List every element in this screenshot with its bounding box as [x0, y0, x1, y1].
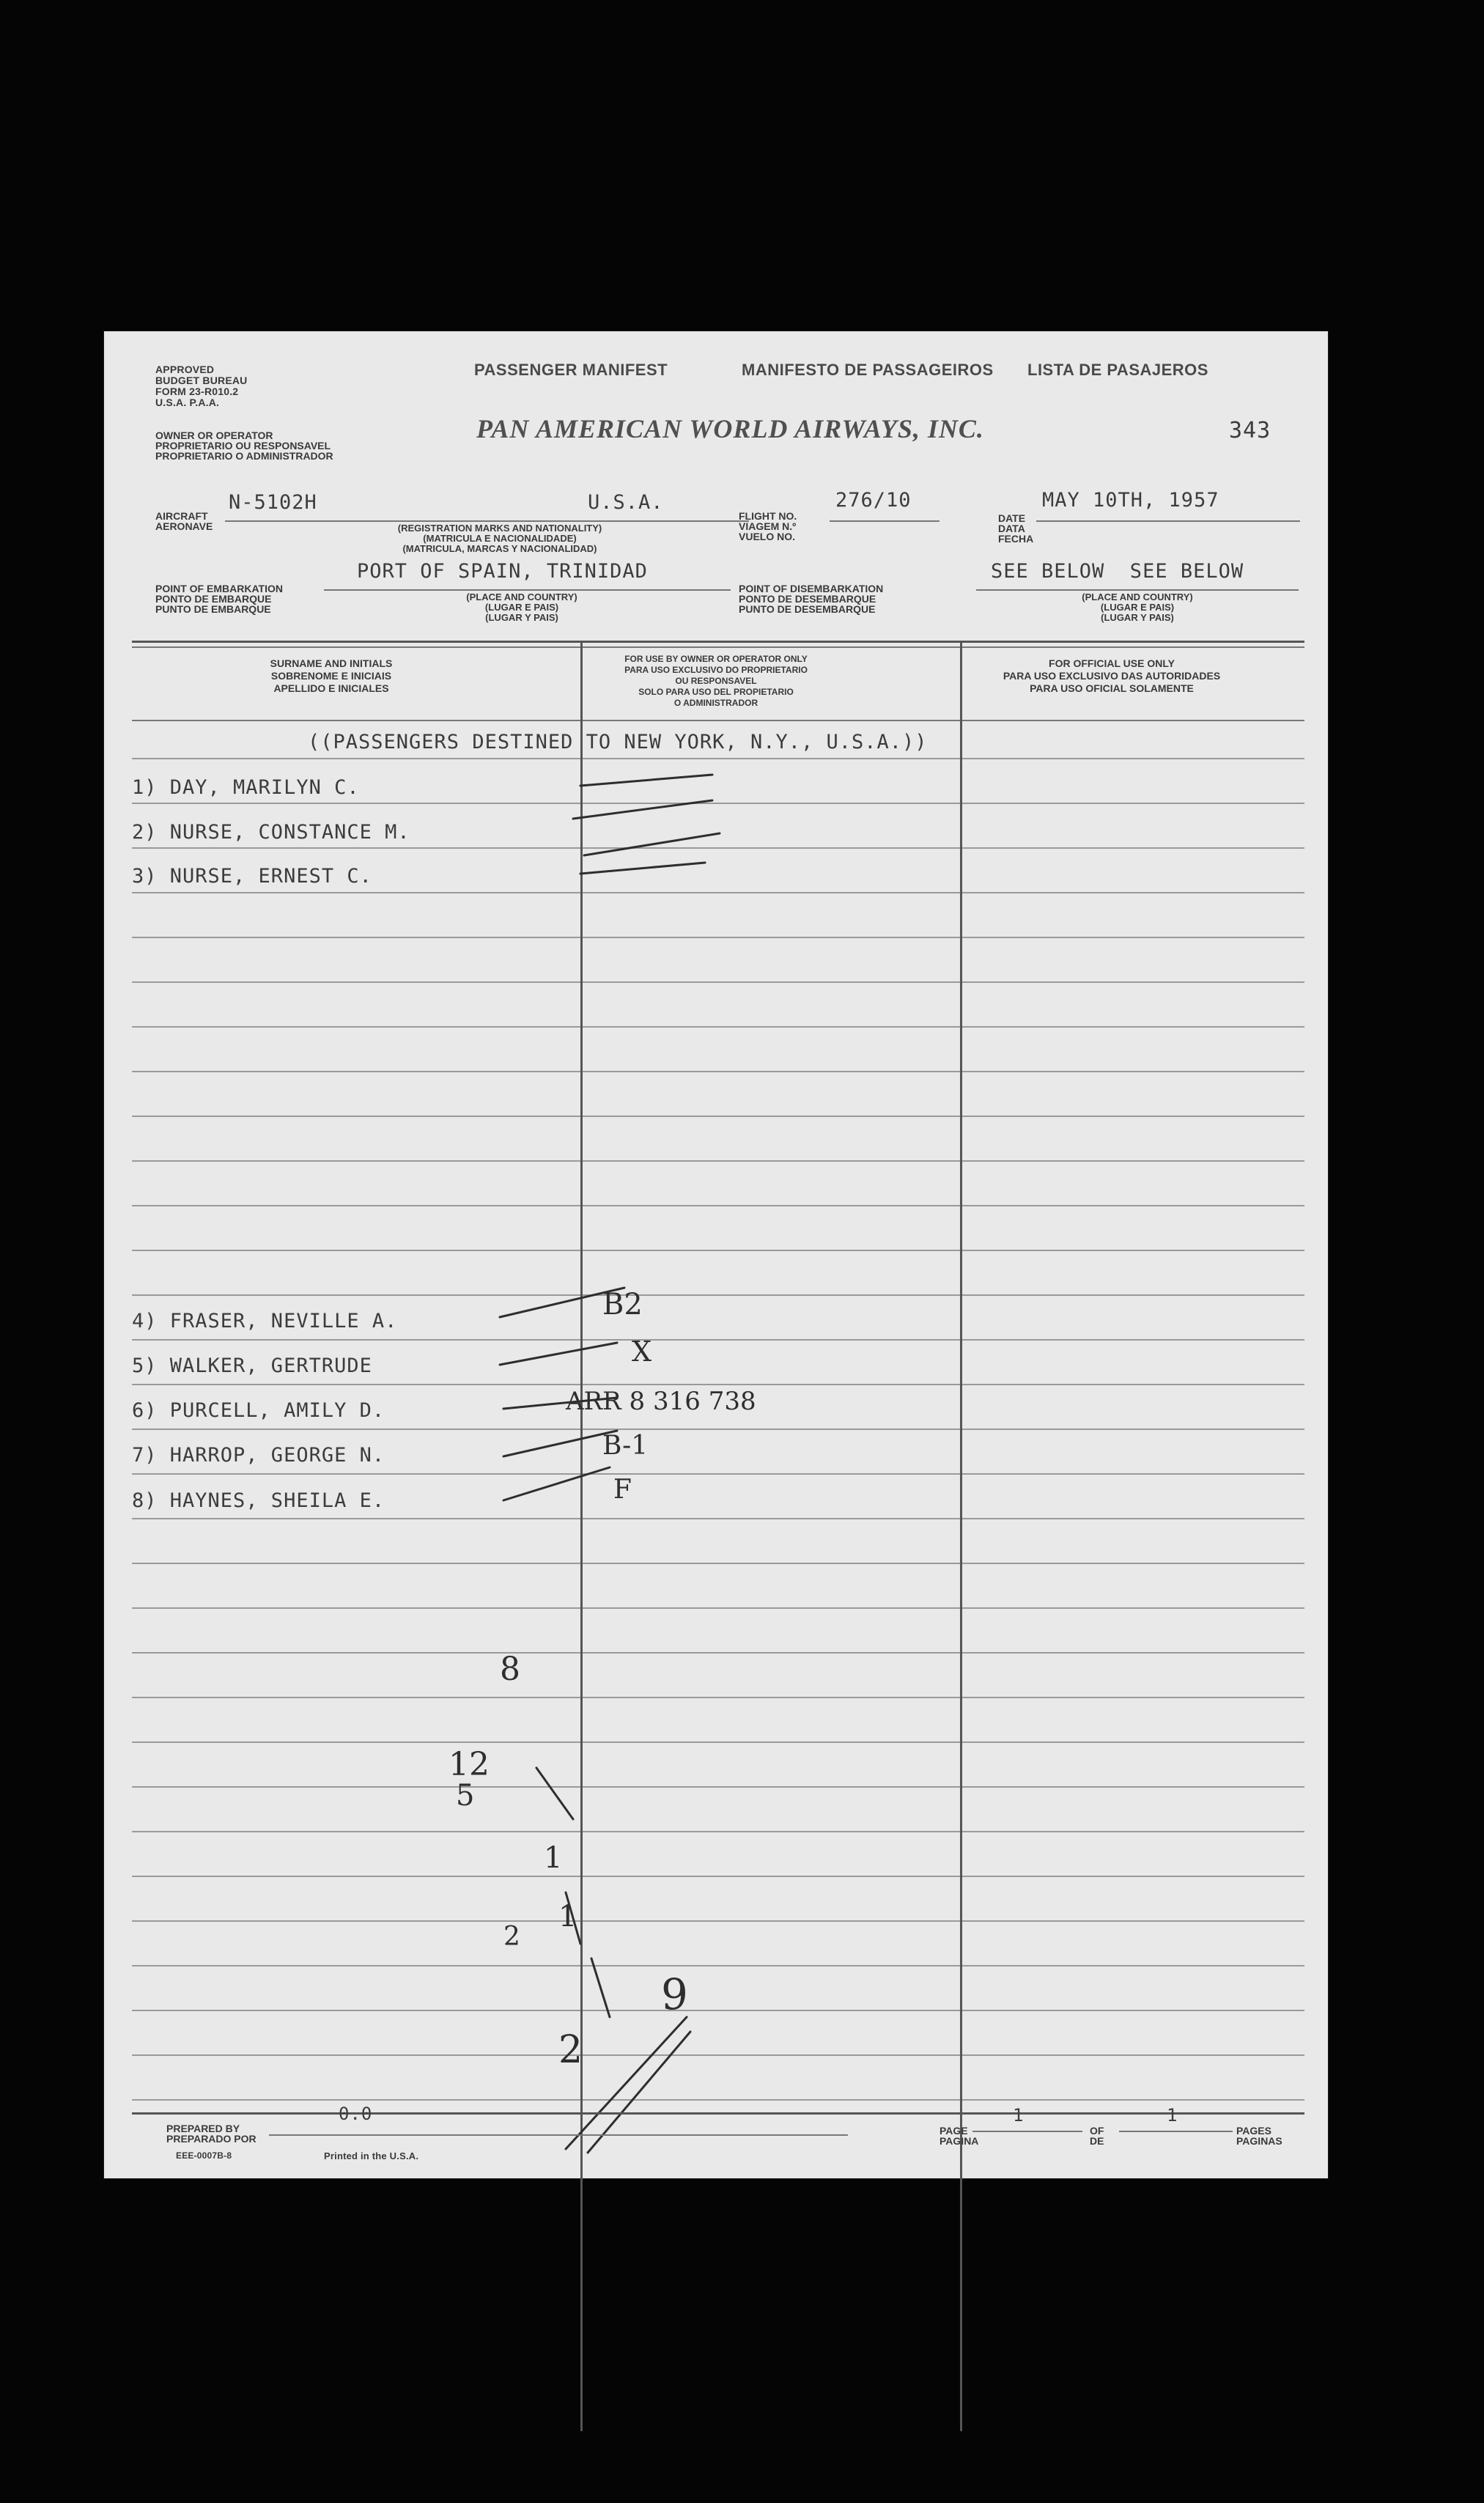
caption-line: (MATRICULA E NACIONALIDADE) — [423, 533, 577, 544]
page-label-line: PAGINA — [940, 2135, 979, 2147]
col-head-line: FOR USE BY OWNER OR OPERATOR ONLY — [624, 654, 808, 664]
title-spanish: LISTA DE PASAJEROS — [1027, 361, 1208, 379]
prepared-underline — [269, 2134, 848, 2136]
caption-line: (LUGAR Y PAIS) — [1101, 612, 1174, 623]
col-head-line: PARA USO EXCLUSIVO DAS AUTORIDADES — [1003, 670, 1221, 682]
tally-stroke — [591, 1958, 610, 2017]
caption-line: (PLACE AND COUNTRY) — [466, 591, 577, 602]
col-head-line: PARA USO EXCLUSIVO DO PROPRIETARIO — [624, 665, 808, 675]
prepared-label-line: PREPARADO POR — [166, 2133, 256, 2145]
owner-label-line: OWNER OR OPERATOR — [155, 430, 273, 441]
embark-label-line: POINT OF EMBARKATION — [155, 583, 283, 594]
owner-label-line: PROPRIETARIO OU RESPONSAVEL — [155, 440, 331, 451]
official-mark: B-1 — [602, 1431, 649, 1461]
tally-mark: 1 — [558, 1900, 577, 1934]
date-label-line: FECHA — [998, 533, 1034, 545]
pages-label — [1236, 2126, 1282, 2146]
tally-mark: 8 — [500, 1651, 520, 1688]
caption-line: (LUGAR E PAIS) — [484, 602, 559, 613]
pages-total: 1 — [1167, 2105, 1178, 2126]
disembark-label-line: POINT OF DISEMBARKATION — [739, 583, 884, 594]
aircraft-label-line: AERONAVE — [155, 520, 213, 532]
checkmark-stroke — [580, 863, 705, 874]
official-mark: ARR 8 316 738 — [566, 1387, 756, 1416]
flight-label-line: VIAGEM N.º — [739, 520, 797, 532]
approval-line: BUDGET BUREAU — [155, 375, 248, 386]
tally-stroke — [566, 2017, 687, 2149]
nationality-value: U.S.A. — [588, 491, 664, 514]
col-head-line: SURNAME AND INITIALS — [270, 657, 393, 669]
col-head-line: OU RESPONSAVEL — [675, 676, 757, 686]
caption-line: (REGISTRATION MARKS AND NATIONALITY) — [397, 523, 602, 534]
col-head-line: FOR OFFICIAL USE ONLY — [1049, 657, 1175, 669]
page-stamp: 343 — [1229, 418, 1271, 443]
embark-label-line: PONTO DE EMBARQUE — [155, 593, 272, 605]
col-head-line: APELLIDO E INICIALES — [273, 682, 389, 694]
official-mark: F — [613, 1475, 632, 1505]
flight-value: 276/10 — [835, 489, 912, 512]
printed-in-label: Printed in the U.S.A. — [324, 2150, 419, 2161]
tally-mark: 5 — [456, 1779, 475, 1813]
embarkation-value: PORT OF SPAIN, TRINIDAD — [357, 560, 648, 583]
page-number: 1 — [1013, 2105, 1025, 2126]
pages-label-line: PAGES — [1236, 2125, 1271, 2137]
passenger-row: 8) HAYNES, SHEILA E. — [132, 1489, 385, 1512]
disembarkation-value: SEE BELOW SEE BELOW — [991, 560, 1244, 583]
passenger-row: 6) PURCELL, AMILY D. — [132, 1399, 385, 1422]
passenger-row: 5) WALKER, GERTRUDE — [132, 1354, 372, 1377]
of-label — [1090, 2126, 1104, 2146]
approval-line: APPROVED — [155, 364, 215, 375]
official-mark: X — [632, 1335, 652, 1368]
title-english: PASSENGER MANIFEST — [474, 361, 668, 379]
col-head-line: SOBRENOME E INICIAIS — [270, 670, 392, 682]
checkmark-stroke — [580, 775, 712, 786]
date-label-line: DATA — [998, 523, 1025, 534]
form-number: EEE-0007B-8 — [176, 2150, 232, 2161]
aircraft-value: N-5102H — [229, 491, 317, 514]
passenger-row: 1) DAY, MARILYN C. — [132, 776, 360, 799]
pages-label-line: PAGINAS — [1236, 2135, 1282, 2147]
col-head-line: SOLO PARA USO DEL PROPIETARIO — [638, 687, 794, 697]
destination-note: ((PASSENGERS DESTINED TO NEW YORK, N.Y., U.S.A.)) — [308, 731, 928, 753]
embark-label-line: PUNTO DE EMBARQUE — [155, 603, 271, 615]
pages-underline — [1119, 2131, 1233, 2132]
of-label-line: DE — [1090, 2135, 1104, 2147]
checkmark-stroke — [503, 1431, 617, 1456]
aircraft-label-line: AIRCRAFT — [155, 510, 208, 522]
prepared-by-label — [166, 2123, 256, 2144]
title-portuguese: MANIFESTO DE PASSAGEIROS — [742, 361, 994, 379]
flight-label-line: VUELO NO. — [739, 531, 796, 542]
checkmark-stroke — [573, 800, 712, 819]
tally-mark: 9 — [661, 1969, 688, 2019]
table-bottom-rule — [132, 2112, 1304, 2115]
disembark-label-line: PUNTO DE DESEMBARQUE — [739, 603, 876, 615]
manifest-sheet — [104, 331, 1328, 2178]
col-head-line: O ADMINISTRADOR — [673, 698, 758, 708]
passenger-row: 7) HARROP, GEORGE N. — [132, 1444, 385, 1467]
of-label-line: OF — [1090, 2125, 1104, 2137]
approval-line: U.S.A. P.A.A. — [155, 397, 220, 408]
tally-mark: 2 — [503, 1922, 520, 1952]
passenger-row: 4) FRASER, NEVILLE A. — [132, 1310, 398, 1332]
tally-stroke — [536, 1768, 573, 1819]
prepared-label-line: PREPARED BY — [166, 2123, 240, 2134]
checkmark-stroke — [584, 833, 720, 855]
airline-name: PAN AMERICAN WORLD AIRWAYS, INC. — [476, 414, 984, 443]
caption-line: (PLACE AND COUNTRY) — [1082, 591, 1193, 602]
caption-line: (LUGAR E PAIS) — [1100, 602, 1175, 613]
col-head-line: PARA USO OFICIAL SOLAMENTE — [1030, 682, 1194, 694]
tally-mark: 2 — [558, 2028, 583, 2072]
disembark-label-line: PONTO DE DESEMBARQUE — [739, 593, 876, 605]
date-label-line: DATE — [998, 512, 1026, 524]
passenger-row: 3) NURSE, ERNEST C. — [132, 865, 372, 888]
page-label-line: PAGE — [940, 2125, 968, 2137]
tally-mark: 1 — [544, 1841, 563, 1875]
owner-label-line: PROPRIETARIO O ADMINISTRADOR — [155, 450, 333, 462]
approval-line: FORM 23-R010.2 — [155, 386, 239, 397]
page-underline — [972, 2131, 1082, 2132]
handwriting-strokes — [104, 331, 1328, 2178]
tally-mark: 12 — [448, 1746, 490, 1783]
page-label — [940, 2126, 978, 2146]
caption-line: (MATRICULA, MARCAS Y NACIONALIDAD) — [402, 543, 597, 554]
checkmark-stroke — [503, 1467, 610, 1500]
prepared-value: 0.0 — [339, 2104, 373, 2124]
checkmark-stroke — [500, 1343, 617, 1365]
flight-label-line: FLIGHT NO. — [739, 510, 797, 522]
passenger-row: 2) NURSE, CONSTANCE M. — [132, 821, 410, 844]
official-mark: B2 — [602, 1288, 643, 1321]
date-value: MAY 10TH, 1957 — [1042, 489, 1219, 512]
caption-line: (LUGAR Y PAIS) — [485, 612, 558, 623]
